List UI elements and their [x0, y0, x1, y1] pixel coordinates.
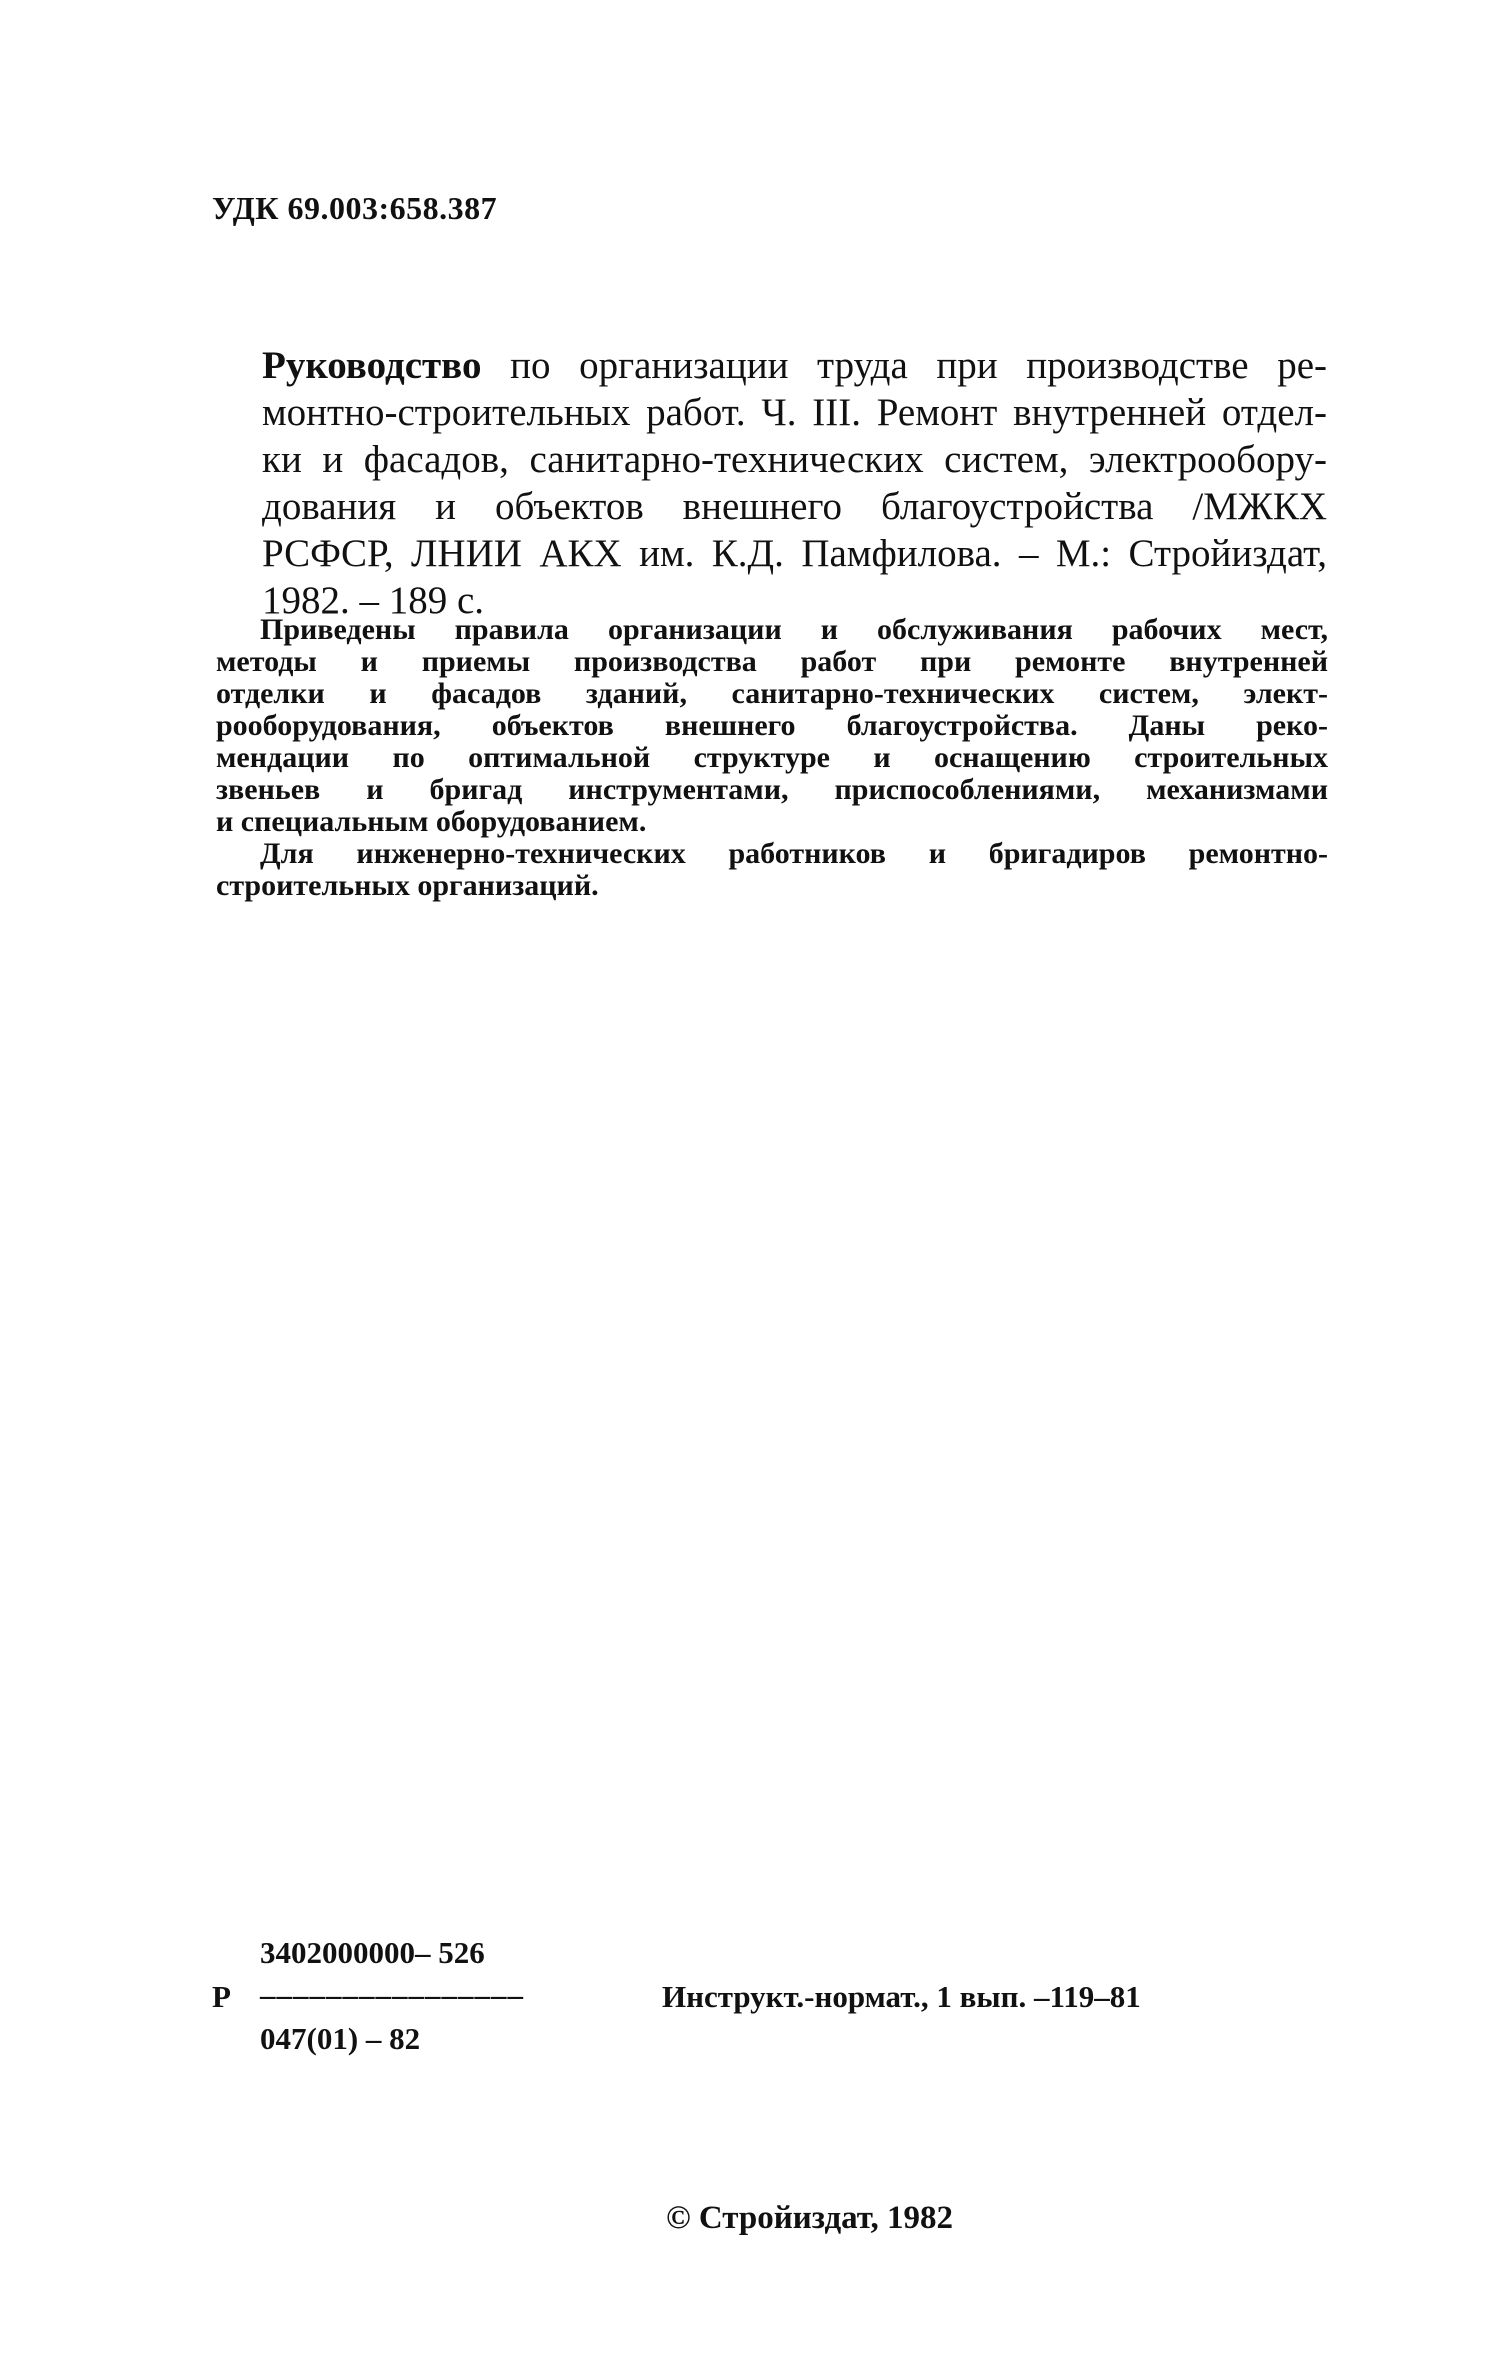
citation-line-text: по организации труда при производстве ре-	[481, 344, 1327, 387]
copyright-notice: © Стройиздат, 1982	[666, 2200, 954, 2236]
citation-line	[262, 342, 1327, 389]
abstract-line: методы и приемы производства работ при ремонте внутренней	[216, 645, 1328, 678]
citation-line: ки и фасадов, санитарно-технических систем, электрообору-	[262, 438, 1327, 481]
abstract-line: рооборудования, объектов внешнего благоустройства. Даны реко-	[216, 709, 1328, 742]
classification-letter: Р	[212, 1979, 231, 2014]
abstract-audience-paragraph	[216, 838, 1328, 902]
classification-denominator: 047(01) – 82	[260, 2021, 421, 2056]
classification-code	[212, 1935, 1312, 2075]
abstract-line: Приведены правила организации и обслуживания рабочих мест,	[260, 613, 1328, 646]
citation-line: монтно-строительных работ. Ч. III. Ремонт внутренней отдел-	[262, 391, 1327, 434]
citation-lead-word: Руководство	[262, 344, 482, 387]
abstract	[216, 614, 1328, 902]
abstract-line: Для инженерно-технических работников и бригадиров ремонтно-	[260, 837, 1328, 870]
classification-fraction-line: ––––––––––––––––	[260, 1977, 524, 2012]
citation-line: дования и объектов внешнего благоустройства /МЖКХ	[262, 485, 1327, 528]
abstract-line: и специальным оборудованием.	[216, 805, 647, 838]
udk-code: УДК 69.003:658.387	[212, 190, 498, 226]
instruction-reference: Инструкт.-нормат., 1 вып. –119–81	[662, 1979, 1141, 2014]
citation-line: 1982. – 189 с.	[262, 579, 485, 622]
abstract-line: мендации по оптимальной структуре и оснащению строительных	[216, 741, 1328, 774]
abstract-line: отделки и фасадов зданий, санитарно-технических систем, элект-	[216, 677, 1328, 710]
bibliographic-citation	[262, 342, 1327, 624]
abstract-line: звеньев и бригад инструментами, приспособлениями, механизмами	[216, 773, 1328, 806]
abstract-paragraph	[216, 614, 1328, 838]
classification-numerator: 3402000000– 526	[260, 1935, 485, 1970]
abstract-line: строительных организаций.	[216, 869, 599, 902]
citation-line: РСФСР, ЛНИИ АКХ им. К.Д. Памфилова. – М.: Стройиздат,	[262, 532, 1327, 575]
